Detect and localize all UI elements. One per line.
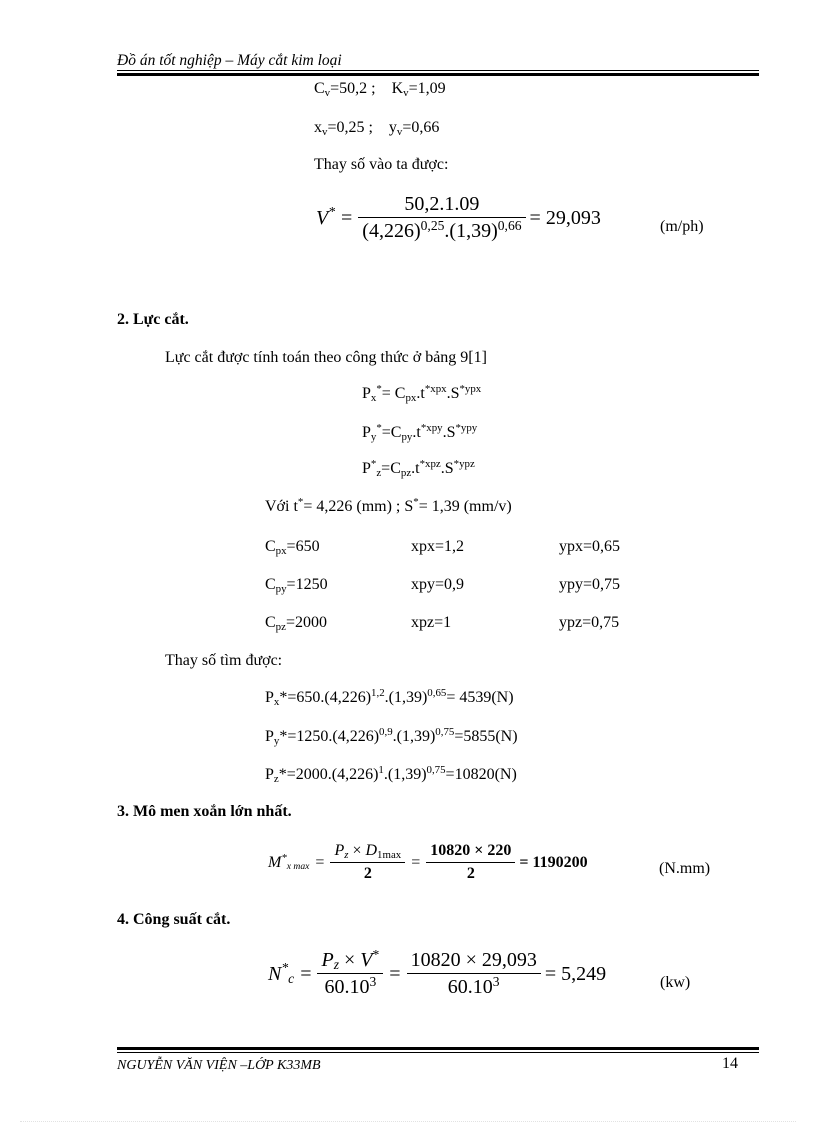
formula-px: $P_x^*= C_{px}.t^{*xpx}.S^{*ypx}$	[362, 383, 482, 404]
with-line: Với t*= 4,226 (mm) ; S*= 1,39 (mm/v)	[265, 496, 512, 515]
section2-heading: 2. Lực cắt.	[117, 311, 189, 328]
coeff-xpx: xpx=1,2	[411, 538, 465, 555]
coeff-cpx: $C_{px}=650$	[265, 538, 320, 557]
speed-fraction: $\frac{50,2.1.09}{(4,226)^{0,25}.(1,39)^{0,66}}$	[358, 194, 525, 241]
coeff-cpz: $C_{pz}=2000$	[265, 614, 327, 633]
formula-py: $P_y^*=C_{py}.t^{*xpy}.S^{*ypy}$	[362, 422, 478, 443]
cv-kv-line: $C_v=50,2$ ; $K_v=1,09$	[314, 80, 446, 99]
section2-intro: Lực cắt được tính toán theo công thức ở bảng 9[1]	[165, 349, 487, 366]
header-rule-thick	[117, 73, 759, 76]
substitute-text: Thay số vào ta được:	[314, 156, 449, 173]
found-text: Thay số tìm được:	[165, 652, 283, 669]
result-pz: $P_z*=2000.(4,226)^1.(1,39)^{0,75}=10820(N)$	[265, 764, 517, 785]
coeff-cpy: $C_{py}=1250$	[265, 576, 328, 595]
coeff-xpy: xpy=0,9	[411, 576, 465, 593]
torque-unit: (N.mm)	[659, 860, 711, 877]
power-fraction-symbolic: $\frac{P_z \times V^*}{60.10^3}$	[317, 950, 383, 997]
coeff-ypz: ypz=0,75	[559, 614, 620, 631]
coeff-ypy: ypy=0,75	[559, 576, 621, 593]
result-px: $P_x*=650.(4,226)^{1,2}.(1,39)^{0,65}= 4539(N)$	[265, 687, 514, 708]
footer-rule-thick	[117, 1047, 759, 1050]
header-title: Đồ án tốt nghiệp – Máy cắt kim loại	[117, 52, 342, 69]
footer-author: NGUYỄN VĂN VIỆN –LỚP K33MB	[117, 1058, 321, 1073]
section3-heading: 3. Mô men xoắn lớn nhất.	[117, 803, 292, 820]
footer-rule-thin	[117, 1052, 759, 1053]
formula-pz: $P^*_z=C_{pz}.t^{*xpz}.S^{*ypz}$	[362, 458, 475, 479]
section4-heading: 4. Công suất cắt.	[117, 911, 231, 928]
power-fraction-numeric: $\frac{10820 \times 29,093}{60.10^3}$	[407, 950, 541, 997]
power-unit: (kw)	[660, 974, 691, 991]
power-formula: $N^*_c$ = $\frac{P_z \times V^*}{60.10^3}$ = $\frac{10820 \times 29,093}{60.10^3}$ = 5,249	[268, 946, 607, 998]
page-bottom-border	[20, 1121, 796, 1122]
result-py: $P_y*=1250.(4,226)^{0,9}.(1,39)^{0,75}=5855(N)$	[265, 726, 518, 747]
speed-unit: (m/ph)	[660, 218, 704, 235]
coeff-ypx: ypx=0,65	[559, 538, 621, 555]
torque-fraction-numeric: $\frac{10820 \times 220}{2}$	[426, 843, 515, 882]
speed-formula: V* = $\frac{50,2.1.09}{(4,226)^{0,25}.(1,39)^{0,66}}$ = 29,093	[316, 193, 601, 242]
torque-fraction-symbolic: $\frac{P_z \times D_{1max}}{2}$	[330, 843, 405, 882]
xv-yv-line: $x_v=0,25$ ; $y_v=0,66$	[314, 119, 440, 138]
coeff-xpz: xpz=1	[411, 614, 452, 631]
torque-formula: $M^*_{x max}$ = $\frac{P_z \times D_{1max}}{2}$ = $\frac{10820 \times 220}{2}$ = 1190200	[268, 842, 588, 882]
page-number: 14	[722, 1055, 738, 1072]
header-rule-thin	[117, 70, 759, 71]
